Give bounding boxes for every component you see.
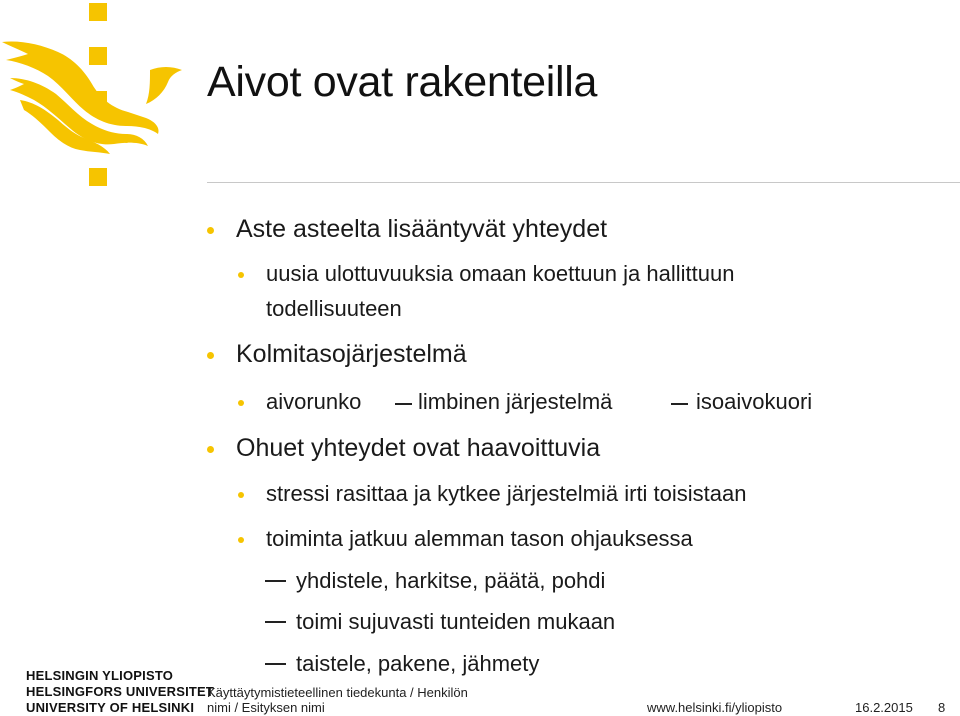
bullet-level2-mid: limbinen järjestelmä <box>418 389 613 414</box>
university-flame-logo <box>0 0 200 200</box>
page-number: 8 <box>938 700 946 715</box>
bullet-level3: toimi sujuvasti tunteiden mukaan <box>296 609 616 634</box>
footer-date: 16.2.2015 <box>855 700 913 715</box>
dash-separator <box>395 403 412 405</box>
bullet-icon <box>238 492 244 498</box>
dash-bullet-icon <box>265 663 286 665</box>
bullet-level2: toiminta jatkuu alemman tason ohjauksessa <box>266 526 693 551</box>
footer-url: www.helsinki.fi/yliopisto <box>647 700 783 715</box>
dash-separator <box>671 403 688 405</box>
university-name-fi: HELSINGIN YLIOPISTO <box>26 668 174 683</box>
bullet-icon <box>238 537 244 543</box>
bullet-level2-continuation: todellisuuteen <box>266 296 402 321</box>
university-name-sv: HELSINGFORS UNIVERSITET <box>26 684 215 699</box>
footer-presenter: nimi / Esityksen nimi <box>207 700 325 715</box>
bullet-level2: uusia ulottuvuuksia omaan koettuun ja hallittuun <box>266 261 735 286</box>
bullet-icon <box>207 446 214 453</box>
bullet-level2-end: isoaivokuori <box>696 389 813 414</box>
bullet-icon <box>238 272 244 278</box>
bullet-level2: aivorunko <box>266 389 362 414</box>
slide-title: Aivot ovat rakenteilla <box>207 58 598 106</box>
university-name-en: UNIVERSITY OF HELSINKI <box>26 700 195 715</box>
bullet-level1: Ohuet yhteydet ovat haavoittuvia <box>236 434 601 462</box>
bullet-icon <box>207 227 214 234</box>
bullet-level2: stressi rasittaa ja kytkee järjestelmiä irti toisistaan <box>266 481 747 506</box>
dash-bullet-icon <box>265 621 286 623</box>
bullet-icon <box>238 400 244 406</box>
bullet-level3: taistele, pakene, jähmety <box>296 651 540 676</box>
bullet-level1: Aste asteelta lisääntyvät yhteydet <box>236 215 608 243</box>
bullet-level1: Kolmitasojärjestelmä <box>236 340 467 368</box>
footer-faculty: Käyttäytymistieteellinen tiedekunta / Henkilön <box>207 685 468 700</box>
title-divider <box>207 182 960 183</box>
bullet-level3: yhdistele, harkitse, päätä, pohdi <box>296 568 606 593</box>
bullet-icon <box>207 352 214 359</box>
dash-bullet-icon <box>265 580 286 582</box>
